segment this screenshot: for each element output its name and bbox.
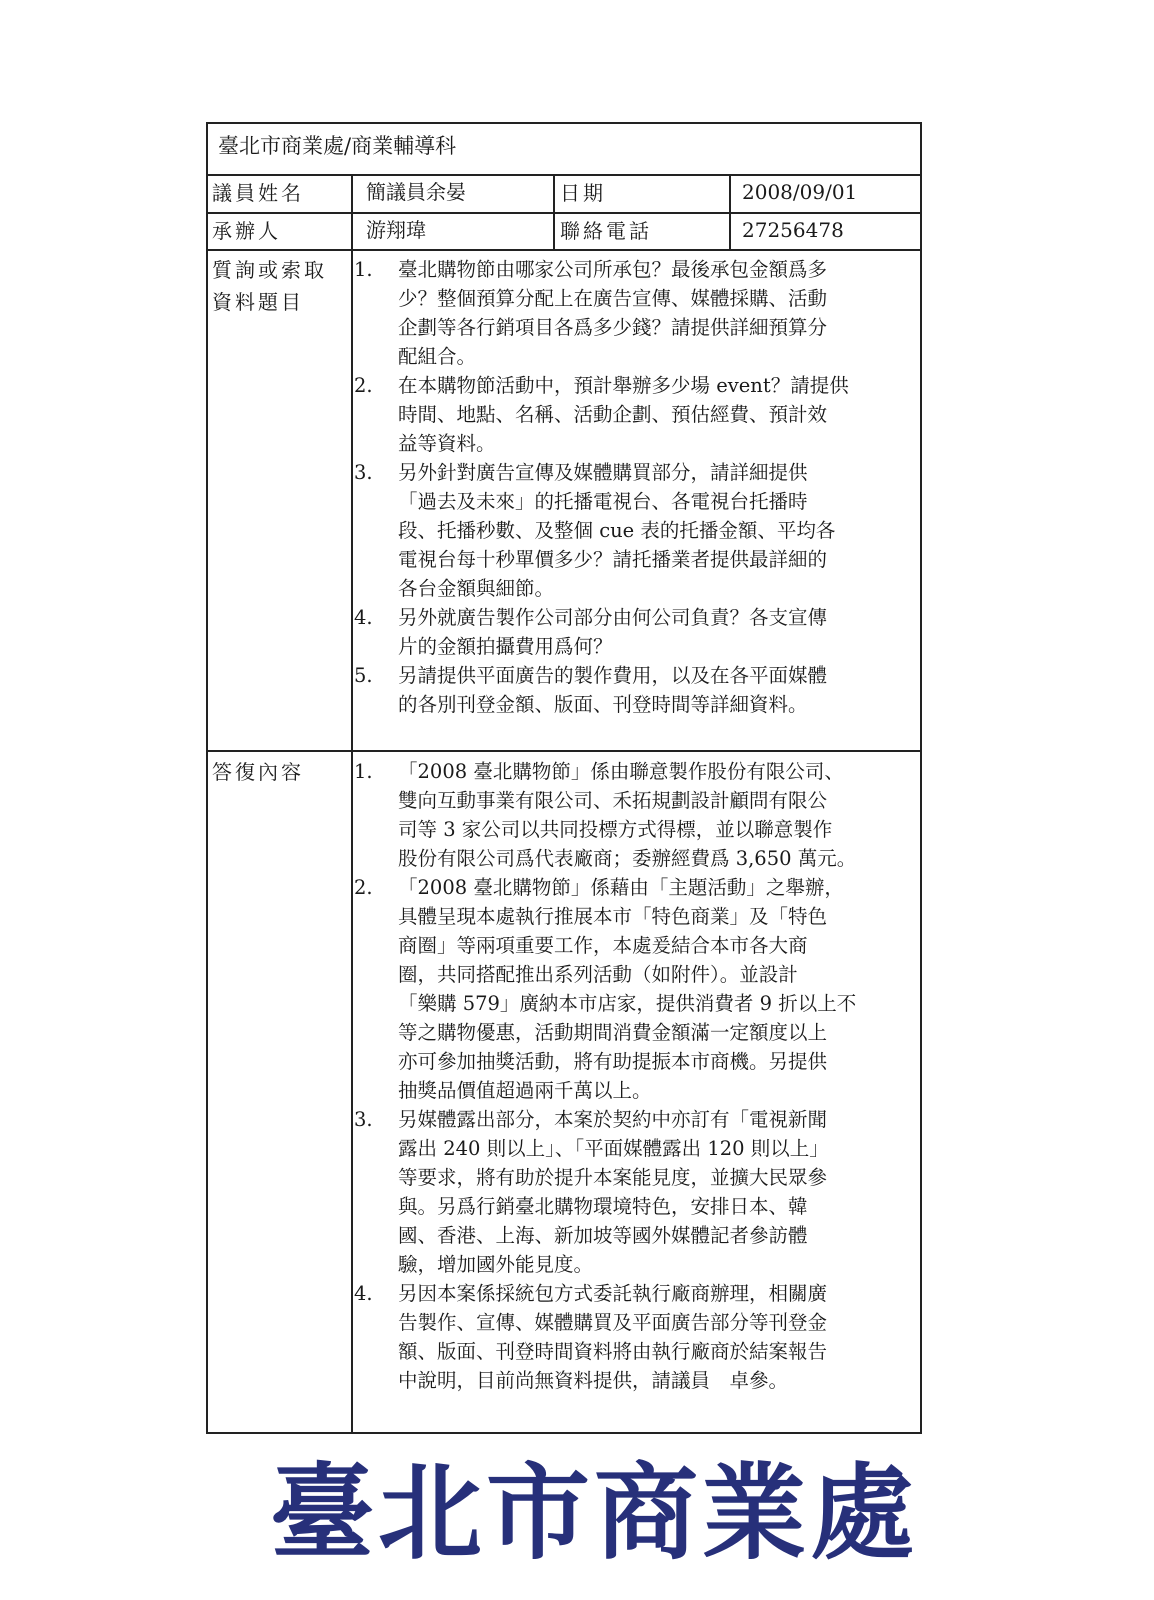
row-divider xyxy=(206,249,922,251)
answer-item-line: 另因本案係採統包方式委託執行廠商辦理，相關廣 xyxy=(398,1282,828,1305)
date-label: 日期 xyxy=(560,181,606,205)
answer-item-line: 「樂購 579」廣納本市店家，提供消費者 9 折以上不 xyxy=(398,992,857,1015)
phone-value: 27256478 xyxy=(742,218,844,242)
row-divider xyxy=(206,212,922,214)
question-item xyxy=(352,458,922,603)
answer-item-line: 具體呈現本處執行推展本市「特色商業」及「特色 xyxy=(398,905,828,928)
question-item-line: 各台金額與細節。 xyxy=(398,577,555,600)
question-item-number: 1. xyxy=(354,258,373,281)
question-label-line-1: 質詢或索取 xyxy=(212,258,327,282)
question-item-line: 的各別刊登金額、版面、刊登時間等詳細資料。 xyxy=(398,693,808,716)
question-item-line: 少？整個預算分配上在廣告宣傳、媒體採購、活動 xyxy=(398,287,828,310)
question-item-line: 段、托播秒數、及整個 cue 表的托播金額、平均各 xyxy=(398,519,836,542)
answer-item xyxy=(352,873,922,1105)
answer-item-line: 額、版面、刊登時間資料將由執行廠商於結案報告 xyxy=(398,1340,828,1363)
question-item-number: 2. xyxy=(354,374,373,397)
answer-item-line: 「2008 臺北購物節」係由聯意製作股份有限公司、 xyxy=(398,760,844,783)
answer-item-line: 亦可參加抽獎活動，將有助提振本市商機。另提供 xyxy=(398,1050,828,1073)
answer-item-number: 3. xyxy=(354,1108,373,1131)
row-divider xyxy=(206,750,922,752)
question-label-line-2: 資料題目 xyxy=(212,290,304,314)
question-item-line: 配組合。 xyxy=(398,345,477,368)
form-title: 臺北市商業處/商業輔導科 xyxy=(218,134,457,158)
date-value: 2008/09/01 xyxy=(742,180,858,204)
answer-item-line: 商圈」等兩項重要工作，本處爰結合本市各大商 xyxy=(398,934,808,957)
question-item xyxy=(352,603,922,661)
answer-item xyxy=(352,1279,922,1395)
question-item xyxy=(352,661,922,719)
answer-item-number: 2. xyxy=(354,876,373,899)
question-item-line: 時間、地點、名稱、活動企劃、預估經費、預計效 xyxy=(398,403,828,426)
answer-item-line: 另媒體露出部分，本案於契約中亦訂有「電視新聞 xyxy=(398,1108,828,1131)
question-item xyxy=(352,255,922,371)
question-item-line: 企劃等各行銷項目各爲多少錢？請提供詳細預算分 xyxy=(398,316,828,339)
row-divider xyxy=(206,174,922,176)
answer-item-line: 抽獎品價值超過兩千萬以上。 xyxy=(398,1079,652,1102)
answer-item-line: 雙向互動事業有限公司、禾拓規劃設計顧問有限公 xyxy=(398,789,828,812)
question-item-number: 5. xyxy=(354,664,373,687)
answer-item-line: 中說明，目前尚無資料提供，請議員 卓參。 xyxy=(398,1369,789,1392)
agency-stamp: 臺北市商業處 xyxy=(270,1451,919,1574)
answer-item-number: 1. xyxy=(354,760,373,783)
handler-value: 游翔瑋 xyxy=(366,218,426,242)
question-item-line: 在本購物節活動中，預計舉辦多少場 event？請提供 xyxy=(398,374,849,397)
answer-item-number: 4. xyxy=(354,1282,373,1305)
answer-item-line: 圈，共同搭配推出系列活動（如附件）。並設計 xyxy=(398,963,798,986)
column-divider xyxy=(553,174,555,249)
handler-label: 承辦人 xyxy=(212,219,281,243)
answer-item-line: 與。另爲行銷臺北購物環境特色，安排日本、韓 xyxy=(398,1195,808,1218)
answer-item xyxy=(352,757,922,873)
phone-label: 聯絡電話 xyxy=(560,219,652,243)
answer-item-line: 等要求，將有助於提升本案能見度，並擴大民眾參 xyxy=(398,1166,828,1189)
question-item-line: 片的金額拍攝費用爲何？ xyxy=(398,635,613,658)
answer-item xyxy=(352,1105,922,1279)
answer-label: 答復內容 xyxy=(212,760,304,784)
column-divider xyxy=(729,174,731,249)
question-item-line: 「過去及未來」的托播電視台、各電視台托播時 xyxy=(398,490,808,513)
answer-item-line: 驗，增加國外能見度。 xyxy=(398,1253,594,1276)
answer-item-line: 司等 3 家公司以共同投標方式得標，並以聯意製作 xyxy=(398,818,833,841)
question-item-line: 另請提供平面廣告的製作費用，以及在各平面媒體 xyxy=(398,664,828,687)
question-item-number: 3. xyxy=(354,461,373,484)
question-item-line: 臺北購物節由哪家公司所承包？最後承包金額爲多 xyxy=(398,258,828,281)
answer-item-line: 告製作、宣傳、媒體購買及平面廣告部分等刊登金 xyxy=(398,1311,828,1334)
councilor-value: 簡議員余晏 xyxy=(366,180,466,204)
question-item-line: 電視台每十秒單價多少？請托播業者提供最詳細的 xyxy=(398,548,828,571)
question-item xyxy=(352,371,922,458)
answer-item-line: 等之購物優惠，活動期間消費金額滿一定額度以上 xyxy=(398,1021,828,1044)
answer-item-line: 股份有限公司爲代表廠商；委辦經費爲 3,650 萬元。 xyxy=(398,847,857,870)
question-item-line: 益等資料。 xyxy=(398,432,496,455)
question-list xyxy=(352,255,922,719)
question-item-line: 另外就廣告製作公司部分由何公司負責？各支宣傳 xyxy=(398,606,828,629)
answer-item-line: 露出 240 則以上」、「平面媒體露出 120 則以上」 xyxy=(398,1137,829,1160)
councilor-label: 議員姓名 xyxy=(212,181,304,205)
answer-item-line: 「2008 臺北購物節」係藉由「主題活動」之舉辦， xyxy=(398,876,844,899)
question-item-number: 4. xyxy=(354,606,373,629)
question-item-line: 另外針對廣告宣傳及媒體購買部分，請詳細提供 xyxy=(398,461,808,484)
answer-item-line: 國、香港、上海、新加坡等國外媒體記者參訪體 xyxy=(398,1224,808,1247)
answer-list xyxy=(352,757,922,1395)
